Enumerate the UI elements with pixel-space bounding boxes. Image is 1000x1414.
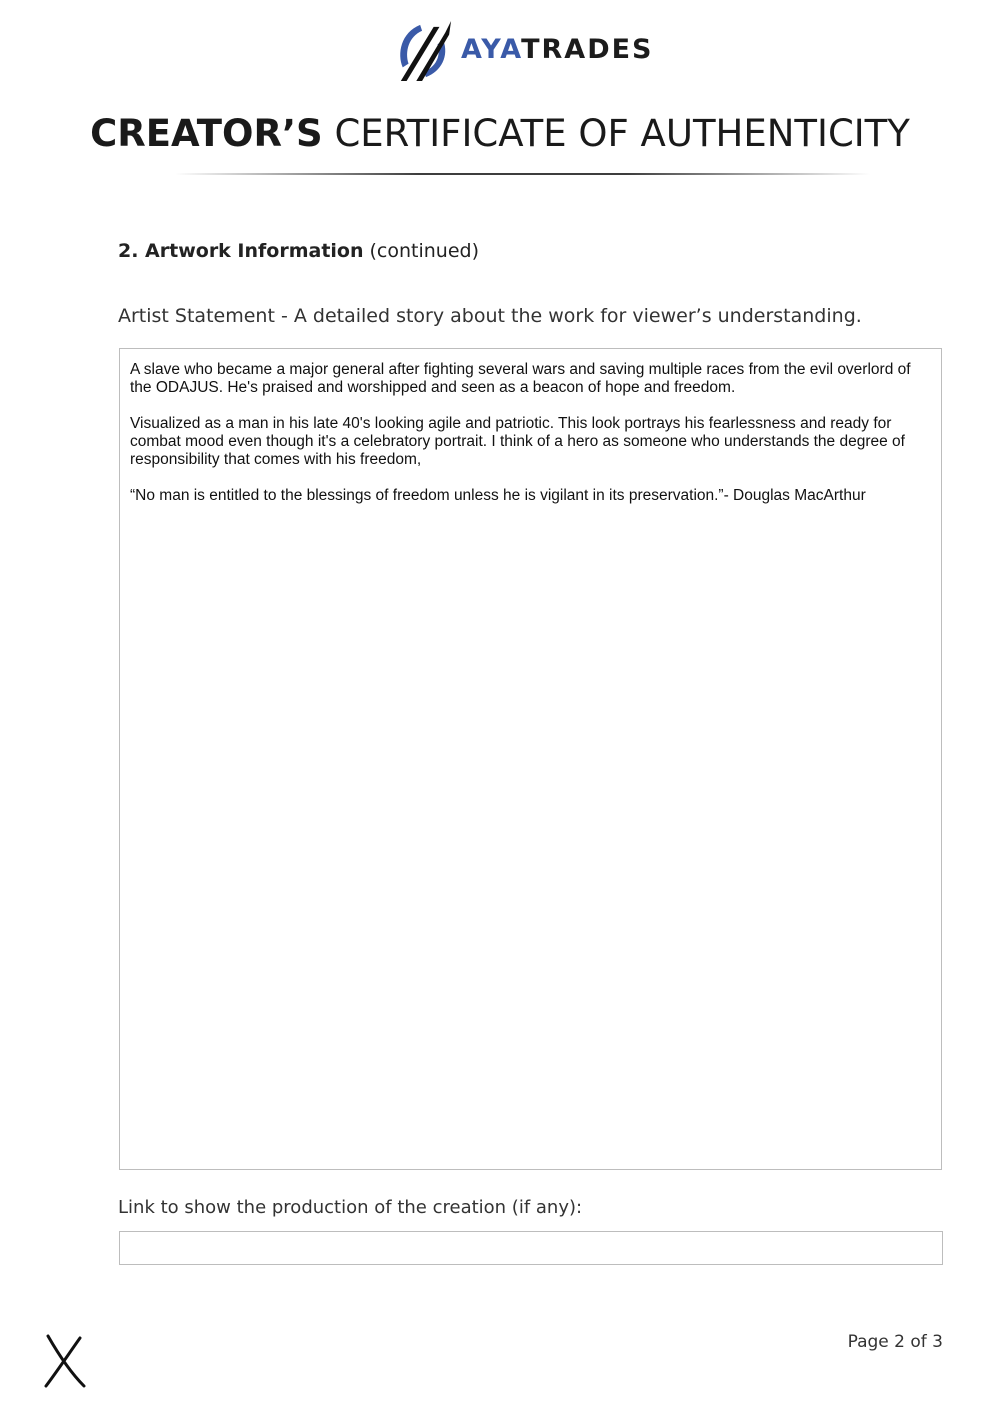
certificate-title-rest: CERTIFICATE OF AUTHENTICITY bbox=[334, 112, 910, 155]
statement-paragraph-1: A slave who became a major general after fighting several wars and saving multiple races from the evil overlord of the ODAJUS. He's praised and worshipped and seen as a beacon of hope and freedom. bbox=[130, 361, 911, 396]
statement-paragraph-3: “No man is entitled to the blessings of freedom unless he is vigilant in its preservation.”- Douglas MacArthur bbox=[130, 487, 866, 504]
statement-paragraph-2: Visualized as a man in his late 40's looking agile and patriotic. This look portrays his fearlessness and ready for combat mood even though it's a celebratory portrait. I think of a hero as someone who understands the degree of responsibility that comes with his freedom, bbox=[130, 415, 905, 468]
title-divider bbox=[175, 173, 870, 175]
artist-statement-field[interactable] bbox=[119, 348, 942, 1170]
brand-wordmark bbox=[461, 34, 654, 65]
production-link-field[interactable] bbox=[119, 1231, 943, 1265]
page-number: Page 2 of 3 bbox=[847, 1332, 943, 1352]
section-heading bbox=[118, 240, 479, 262]
production-link-label: Link to show the production of the creation (if any): bbox=[118, 1197, 583, 1218]
brand-logo bbox=[395, 16, 654, 86]
ayatrades-logo-icon bbox=[395, 17, 453, 85]
artist-statement-label: Artist Statement - A detailed story about the work for viewer’s understanding. bbox=[118, 305, 862, 327]
brand-wordmark-trades: TRADES bbox=[521, 33, 654, 65]
certificate-title bbox=[0, 112, 1000, 155]
certificate-title-bold: CREATOR’S bbox=[90, 112, 323, 155]
brand-wordmark-aya: AYA bbox=[461, 33, 522, 65]
section-heading-continued: (continued) bbox=[369, 240, 480, 262]
section-heading-title: 2. Artwork Information bbox=[118, 240, 364, 262]
signature-mark bbox=[40, 1330, 90, 1390]
